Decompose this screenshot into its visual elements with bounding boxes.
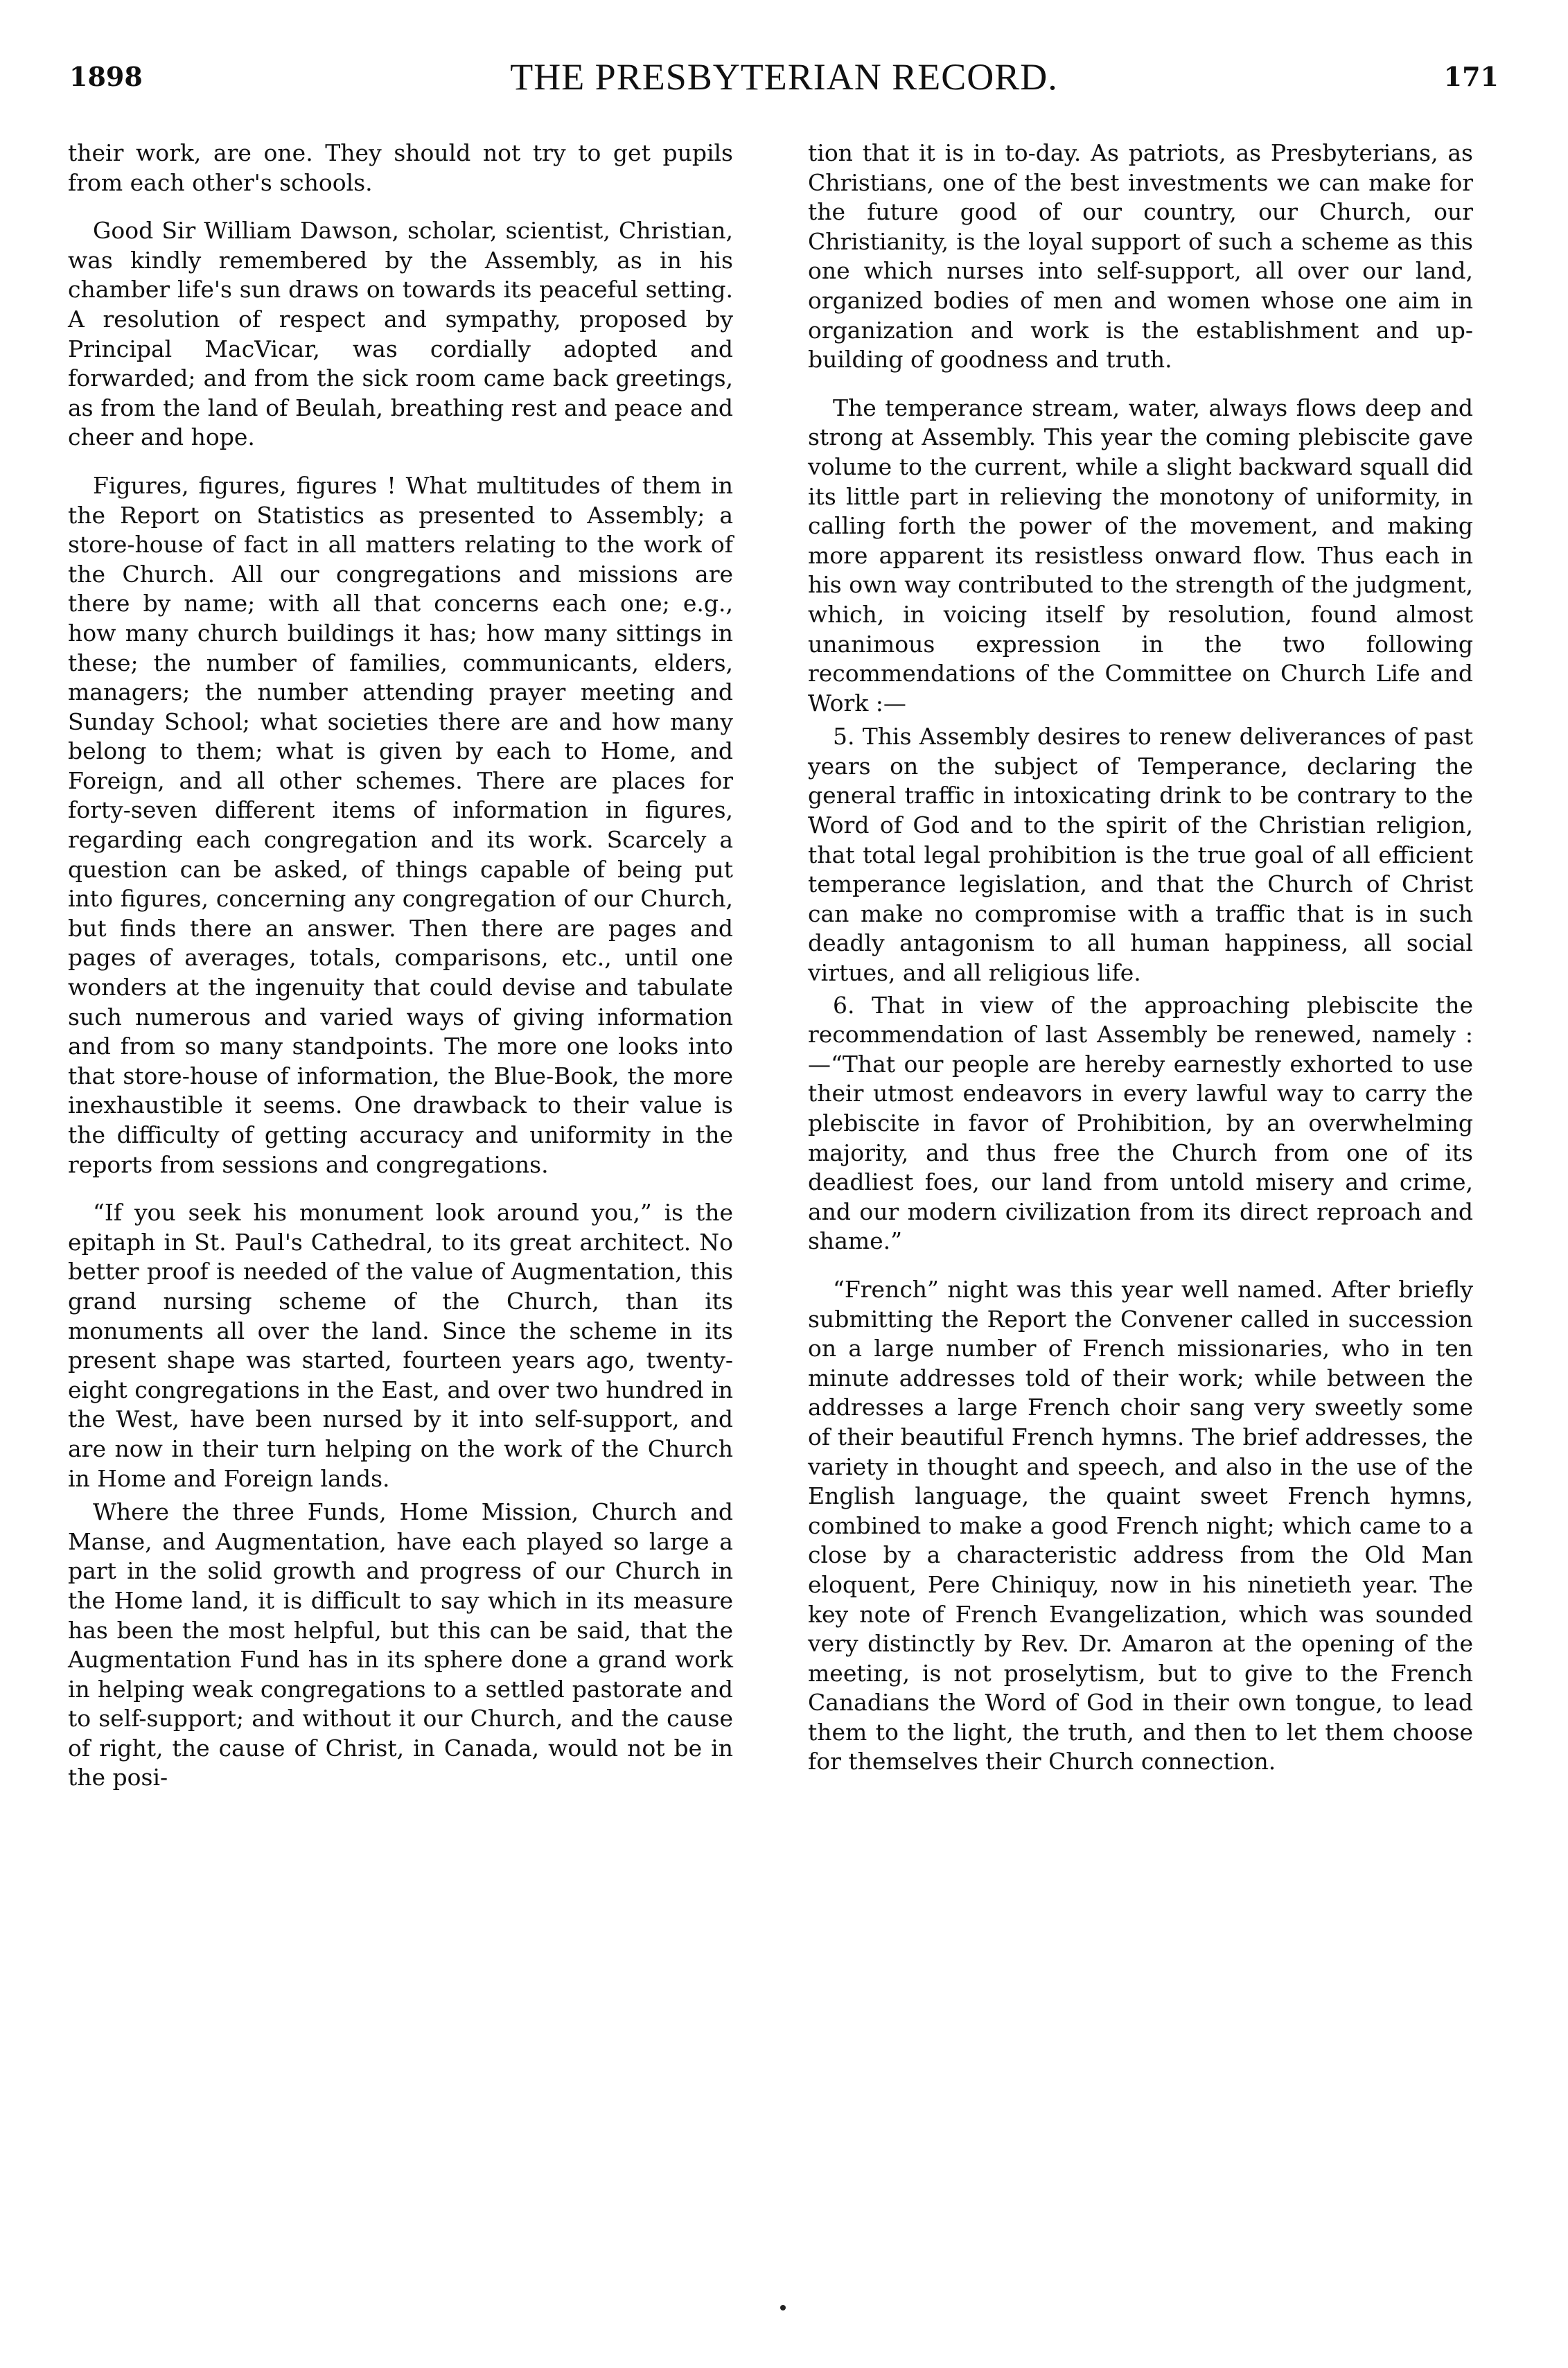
header-year: 1898: [69, 61, 143, 92]
paragraph-augmentation: “If you seek his monument look around you,” is the epitaph in St. Paul's Cathedral, to its great architect. No better proof is needed of the value of Augmentation, this grand nursing scheme of the Church, than its monuments all over the land. Since the scheme in its present shape was started, fourteen years ago, twenty-eight congregations in the East, and over two hundred in the West, have been nursed by it into self-support, and are now in their turn helping on the work of the Church in Home and Foreign lands.: [68, 1199, 733, 1492]
paragraph-patriots: tion that it is in to-day. As patriots, as Presbyterians, as Christians, one of the best investments we can make for the future good of our country, our Church, our Christianity, is the loyal support of such a scheme as this one which nurses into self-support, all over our land, organized bodies of men and women whose one aim in organization and work is the establishment and up-building of goodness and truth.: [808, 139, 1473, 374]
recommendation-6: 6. That in view of the approaching plebiscite the recommendation of last Assembly be renewed, namely :—“That our people are hereby earnestly exhorted to use their utmost endeavors in every lawful way to carry the plebiscite in favor of Prohibition, by an overwhelming majority, and thus free the Church from one of its deadliest foes, our land from untold misery and crime, and our modern civilization from its direct reproach and shame.”: [808, 991, 1473, 1255]
paragraph-temperance: The temperance stream, water, always flows deep and strong at Assembly. This year the coming plebiscite gave volume to the current, while a slight backward squall did its little part in relieving the monotony of uniformity, in calling forth the power of the movement, and making more apparent its resistless onward flow. Thus each in his own way contributed to the strength of the judgment, which, in voicing itself by resolution, found almost unanimous expression in the two following recommendations of the Committee on Church Life and Work :—: [808, 394, 1473, 717]
left-column: [68, 139, 733, 1812]
recommendation-5: 5. This Assembly desires to renew deliverances of past years on the subject of Temperance, declaring the general traffic in intoxicating drink to be contrary to the Word of God and to the spirit of the Christian religion, that total legal prohibition is the true goal of all efficient temperance legislation, and that the Church of Christ can make no compromise with a traffic that is in such deadly antagonism to all human happiness, all social virtues, and all religious life.: [808, 723, 1473, 987]
paragraph-french-night: “French” night was this year well named. After briefly submitting the Report the Convener called in succession on a large number of French missionaries, who in ten minute addresses told of their work; while between the addresses a large French choir sang very sweetly some of their beautiful French hymns. The brief addresses, the variety in thought and speech, and also in the use of the English language, the quaint sweet French hymns, combined to make a good French night; which came to a close by a characteristic address from the Old Man eloquent, Pere Chiniquy, now in his ninetieth year. The key note of French Evangelization, which was sounded very distinctly by Rev. Dr. Amaron at the opening of the meeting, is not proselytism, but to give to the French Canadians the Word of God in their own tongue, to lead them to the light, the truth, and then to let them choose for themselves their Church connection.: [808, 1275, 1473, 1775]
paragraph-statistics: Figures, figures, figures ! What multitudes of them in the Report on Statistics as presented to Assembly; a store-house of fact in all matters relating to the work of the Church. All our congregations and missions are there by name; with all that concerns each one; e.g., how many church buildings it has; how many sittings in these; the number of families, communicants, elders, managers; the number attending prayer meeting and Sunday School; what societies there are and how many belong to them; what is given by each to Home, and Foreign, and all other schemes. There are places for forty-seven different items of information in figures, regarding each congregation and its work. Scarcely a question can be asked, of things capable of being put into figures, concerning any congregation of our Church, but finds there an answer. Then there are pages and pages of averages, totals, comparisons, etc., until one wonders at the ingenuity that could devise and tabulate such numerous and varied ways of giving information and from so many standpoints. The more one looks into that store-house of information, the Blue-Book, the more inexhaustible it seems. One drawback to their value is the difficulty of getting accuracy and uniformity in the reports from sessions and congregations.: [68, 471, 733, 1178]
footer-dot: [780, 2305, 786, 2310]
header-title: THE PRESBYTERIAN RECORD.: [510, 56, 1058, 98]
paragraph-dawson: Good Sir William Dawson, scholar, scientist, Christian, was kindly remembered by the Assembly, as in his chamber life's sun draws on towards its peaceful setting. A resolution of respect and sympathy, proposed by Principal MacVicar, was cordially adopted and forwarded; and from the sick room came back greetings, as from the land of Beulah, breathing rest and peace and cheer and hope.: [68, 217, 733, 451]
running-header: [69, 56, 1499, 109]
paragraph-three-funds: Where the three Funds, Home Mission, Church and Manse, and Augmentation, have each played so large a part in the solid growth and progress of our Church in the Home land, it is difficult to say which in its measure has been the most helpful, but this can be said, that the Augmentation Fund has in its sphere done a grand work in helping weak congregations to a settled pastorate and to self-support; and without it our Church, and the cause of right, the cause of Christ, in Canada, would not be in the posi-: [68, 1498, 733, 1791]
right-column: [808, 139, 1473, 1796]
paragraph-continued: their work, are one. They should not try to get pupils from each other's schools.: [68, 139, 733, 196]
page-number: 171: [1443, 61, 1499, 92]
